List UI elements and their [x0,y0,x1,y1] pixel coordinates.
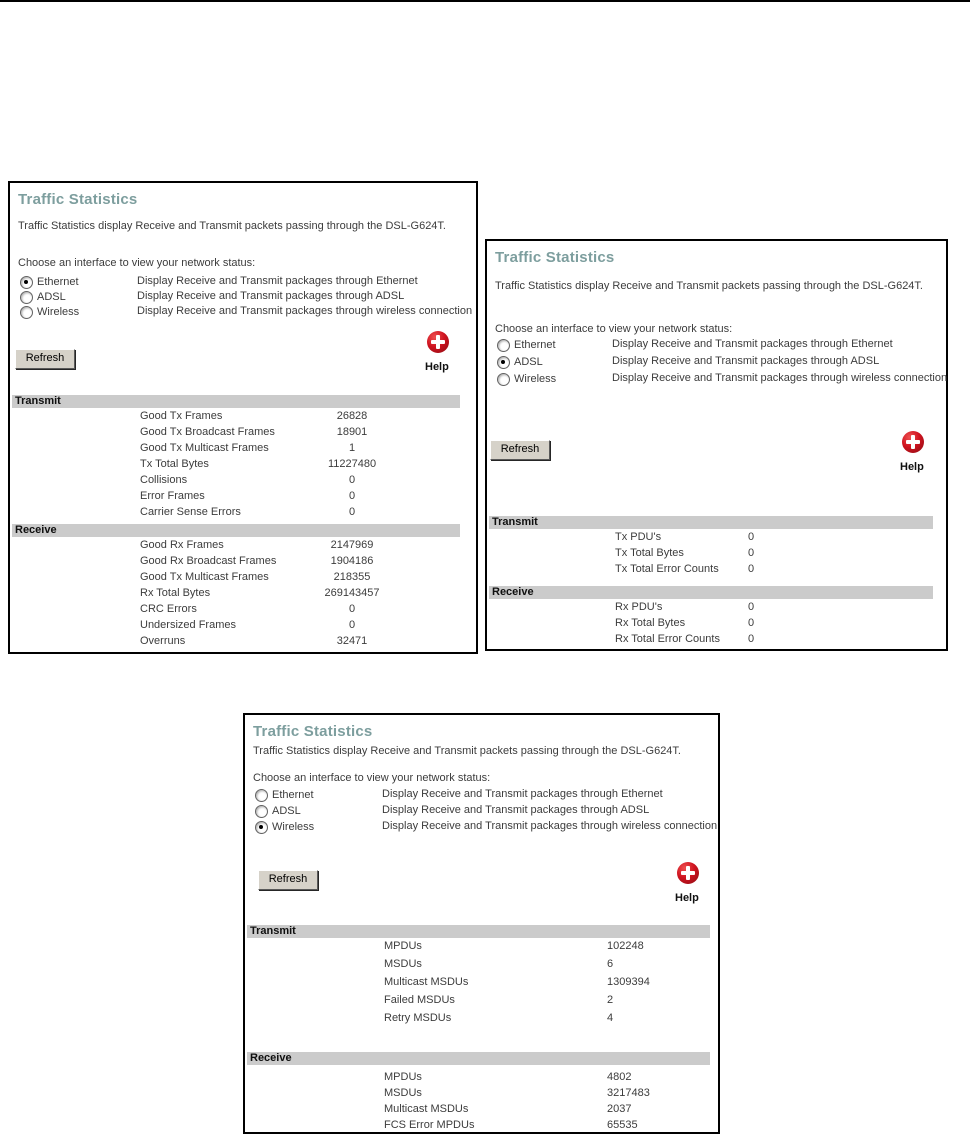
radio-description: Display Receive and Transmit packages through Ethernet [137,275,418,287]
panel-description: Traffic Statistics display Receive and Transmit packets passing through the DSL-G624T. [18,220,446,232]
table-row [247,1119,710,1135]
radio-adsl[interactable] [20,291,33,304]
radio-ethernet[interactable] [497,339,510,352]
table-row [489,633,933,649]
stat-label: Good Rx Broadcast Frames [140,555,277,567]
refresh-button[interactable]: Refresh [258,870,318,890]
page-top-rule [0,0,970,2]
stat-label: Good Tx Multicast Frames [140,571,269,583]
stat-value: 0 [348,619,356,631]
stat-value: 2147969 [330,539,374,551]
stat-label: Retry MSDUs [384,1012,452,1024]
stat-label: Rx PDU's [615,601,663,613]
panel-description: Traffic Statistics display Receive and Transmit packets passing through the DSL-G624T. [495,280,923,292]
receive-section [489,586,933,649]
section-header-transmit: Transmit [247,925,710,938]
radio-label[interactable]: ADSL [37,291,66,303]
stat-value: 0 [748,563,755,575]
help-label[interactable]: Help [900,461,924,473]
radio-adsl[interactable] [255,805,268,818]
receive-section [12,524,460,651]
choose-interface-label: Choose an interface to view your network status: [253,772,491,784]
radio-description: Display Receive and Transmit packages through wireless connection [137,305,473,317]
stat-label: Overruns [140,635,186,647]
radio-description: Display Receive and Transmit packages through wireless connection [382,820,718,832]
radio-label[interactable]: Ethernet [272,789,314,801]
stat-label: Rx Total Bytes [140,587,211,599]
radio-description: Display Receive and Transmit packages through ADSL [382,804,650,816]
radio-label[interactable]: ADSL [272,805,301,817]
table-row [247,940,710,958]
stat-label: Tx Total Bytes [140,458,209,470]
radio-label[interactable]: Wireless [514,373,557,385]
page-title: Traffic Statistics [18,191,138,208]
choose-interface-label: Choose an interface to view your network status: [495,323,733,335]
table-row [12,442,460,458]
table-row [489,531,933,547]
radio-row-wireless [10,305,476,319]
stat-value: 3217483 [607,1087,650,1099]
stat-value: 26828 [336,410,368,422]
table-row [489,601,933,617]
radio-description: Display Receive and Transmit packages through Ethernet [382,788,663,800]
stat-label: Rx Total Bytes [615,617,686,629]
stat-value: 1309394 [607,976,650,988]
table-row [12,571,460,587]
stat-label: MPDUs [384,940,422,952]
table-row [12,555,460,571]
table-row [12,587,460,603]
radio-label[interactable]: Wireless [37,306,80,318]
stat-label: CRC Errors [140,603,197,615]
stat-value: 0 [748,633,755,645]
radio-description: Display Receive and Transmit packages through ADSL [137,290,405,302]
table-row [489,547,933,563]
stat-value: 2037 [607,1103,632,1115]
stat-value: 2 [607,994,614,1006]
help-icon[interactable] [427,331,449,353]
transmit-section [12,395,460,522]
radio-row-adsl [10,290,476,304]
stat-value: 32471 [336,635,368,647]
stat-value: 0 [748,531,755,543]
section-header-receive: Receive [489,586,933,599]
radio-description: Display Receive and Transmit packages through Ethernet [612,338,893,350]
stat-value: 0 [348,490,356,502]
table-row [247,1071,710,1087]
radio-wireless[interactable] [497,373,510,386]
table-row [247,958,710,976]
radio-label[interactable]: Wireless [272,821,315,833]
table-row [247,1103,710,1119]
stat-label: MPDUs [384,1071,422,1083]
stat-label: Multicast MSDUs [384,976,469,988]
stat-label: MSDUs [384,1087,422,1099]
table-row [12,619,460,635]
stat-label: Good Rx Frames [140,539,224,551]
table-row [12,490,460,506]
table-row [12,539,460,555]
radio-ethernet[interactable] [20,276,33,289]
stat-label: Tx Total Bytes [615,547,684,559]
stat-label: Carrier Sense Errors [140,506,241,518]
help-icon[interactable] [677,862,699,884]
transmit-section [247,925,710,1030]
help-label[interactable]: Help [675,892,699,904]
table-row [12,458,460,474]
radio-wireless[interactable] [20,306,33,319]
table-row [12,506,460,522]
stat-label: Tx PDU's [615,531,662,543]
radio-row-ethernet [10,275,476,289]
radio-description: Display Receive and Transmit packages through ADSL [612,355,880,367]
radio-row-ethernet [487,338,946,352]
section-header-transmit: Transmit [489,516,933,529]
page-title: Traffic Statistics [495,249,615,266]
table-row [247,1087,710,1103]
table-row [12,635,460,651]
radio-adsl[interactable] [497,356,510,369]
stat-value: 1904186 [330,555,374,567]
section-header-transmit: Transmit [12,395,460,408]
radio-wireless[interactable] [255,821,268,834]
stat-value: 11227480 [327,458,377,470]
choose-interface-label: Choose an interface to view your network status: [18,257,256,269]
stat-value: 65535 [607,1119,638,1131]
stat-label: Multicast MSDUs [384,1103,469,1115]
radio-ethernet[interactable] [255,789,268,802]
traffic-statistics-panel-ethernet [8,181,478,654]
stat-value: 4 [607,1012,614,1024]
stat-label: MSDUs [384,958,422,970]
stat-label: Error Frames [140,490,205,502]
section-header-receive: Receive [247,1052,710,1065]
help-label[interactable]: Help [425,361,449,373]
stat-value: 1 [348,442,356,454]
radio-row-adsl [245,804,718,818]
table-row [247,994,710,1012]
refresh-button[interactable]: Refresh [15,349,75,369]
stat-value: 0 [748,601,755,613]
stat-label: Good Tx Frames [140,410,223,422]
transmit-section [489,516,933,579]
stat-value: 218355 [333,571,371,583]
stat-value: 0 [748,547,755,559]
stat-value: 0 [348,603,356,615]
stat-value: 269143457 [324,587,380,599]
panel-description: Traffic Statistics display Receive and Transmit packets passing through the DSL-G624T. [253,745,681,757]
radio-label[interactable]: ADSL [514,356,543,368]
radio-row-adsl [487,355,946,369]
table-row [247,1012,710,1030]
stat-label: Good Tx Broadcast Frames [140,426,275,438]
stat-label: Tx Total Error Counts [615,563,719,575]
radio-label[interactable]: Ethernet [37,276,79,288]
traffic-statistics-panel-wireless [243,713,720,1134]
stat-value: 18901 [336,426,368,438]
table-row [489,563,933,579]
stat-label: Failed MSDUs [384,994,455,1006]
stat-value: 4802 [607,1071,632,1083]
table-row [247,976,710,994]
stat-label: Rx Total Error Counts [615,633,720,645]
stat-label: Undersized Frames [140,619,236,631]
stat-label: FCS Error MPDUs [384,1119,475,1131]
stat-value: 0 [748,617,755,629]
table-row [12,603,460,619]
stat-value: 0 [348,474,356,486]
table-row [489,617,933,633]
stat-label: Collisions [140,474,188,486]
stat-label: Good Tx Multicast Frames [140,442,269,454]
stat-value: 102248 [607,940,644,952]
stat-value: 0 [348,506,356,518]
radio-description: Display Receive and Transmit packages through wireless connection [612,372,948,384]
stat-value: 6 [607,958,614,970]
table-row [12,410,460,426]
table-row [12,426,460,442]
radio-label[interactable]: Ethernet [514,339,556,351]
help-icon[interactable] [902,431,924,453]
radio-row-wireless [245,820,718,834]
table-row [12,474,460,490]
traffic-statistics-panel-adsl [485,239,948,651]
page-title: Traffic Statistics [253,723,373,740]
receive-section [247,1052,710,1135]
section-header-receive: Receive [12,524,460,537]
radio-row-wireless [487,372,946,386]
refresh-button[interactable]: Refresh [490,440,550,460]
radio-row-ethernet [245,788,718,802]
